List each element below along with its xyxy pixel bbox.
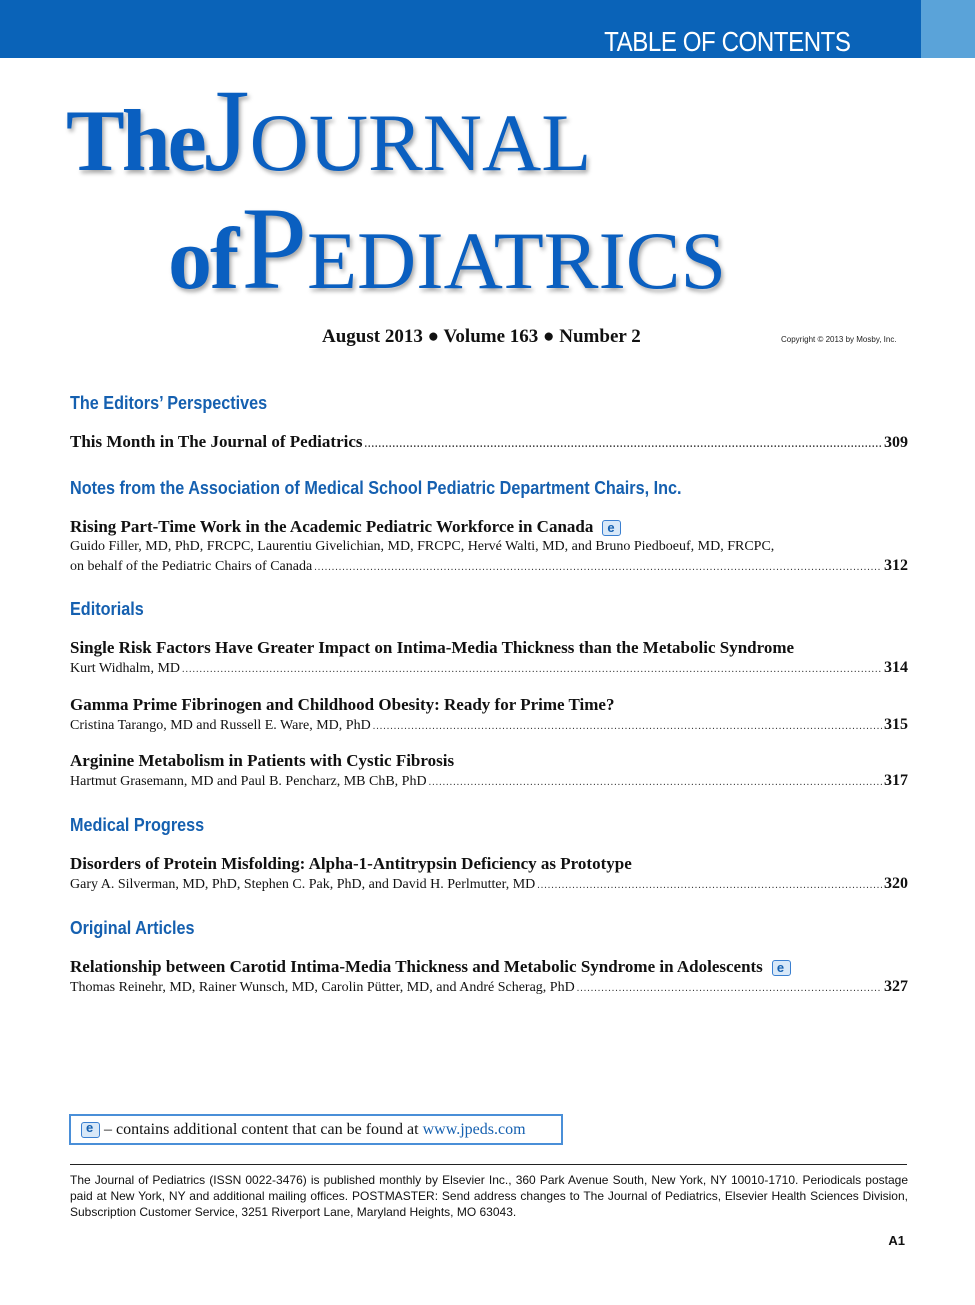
- masthead-of: of: [168, 211, 238, 308]
- section-original-articles: Original Articles: [70, 918, 195, 938]
- legend-text: – contains additional content that can be found at: [104, 1120, 419, 1138]
- leader-dots: [373, 717, 882, 736]
- entry-authors: Guido Filler, MD, PhD, FRCPC, Laurentiu Givelichian, MD, FRCPC, Hervé Walti, MD, and Bruno Piedboeuf, MD, FRCPC,: [70, 539, 775, 554]
- masthead-ediatrics: EDIATRICS: [306, 215, 727, 306]
- page-number: 314: [884, 659, 908, 676]
- jpeds-link[interactable]: www.jpeds.com: [422, 1120, 526, 1138]
- masthead-j: J: [203, 65, 250, 196]
- entry-authors: Cristina Tarango, MD and Russell E. Ware, MD, PhD: [70, 718, 371, 733]
- toc-entry[interactable]: [70, 751, 908, 792]
- entry-title[interactable]: Gamma Prime Fibrinogen and Childhood Obesity: Ready for Prime Time?: [70, 695, 615, 714]
- footer-divider: [70, 1164, 907, 1165]
- entry-authors: Gary A. Silverman, MD, PhD, Stephen C. Pak, PhD, and David H. Perlmutter, MD: [70, 877, 536, 892]
- page-number: 312: [884, 557, 908, 574]
- toc-entry[interactable]: [70, 432, 908, 455]
- entry-authors: Hartmut Grasemann, MD and Paul B. Pencharz, MB ChB, PhD: [70, 774, 427, 789]
- masthead-the: The: [66, 93, 204, 190]
- top-banner-tab: [921, 0, 975, 58]
- section-medical-progress: Medical Progress: [70, 815, 205, 835]
- toc-entry[interactable]: [70, 638, 908, 679]
- toc-entry[interactable]: [70, 517, 908, 577]
- page-number: 327: [884, 978, 908, 995]
- toc-entry[interactable]: [70, 957, 908, 998]
- section-amspdc-notes: Notes from the Association of Medical School Pediatric Department Chairs, Inc.: [70, 478, 682, 498]
- page-number: 315: [884, 716, 908, 733]
- top-banner: [0, 0, 921, 58]
- toc-label: TABLE OF CONTENTS: [604, 26, 851, 57]
- entry-title[interactable]: Disorders of Protein Misfolding: Alpha-1-Antitrypsin Deficiency as Prototype: [70, 854, 632, 873]
- leader-dots: [182, 660, 882, 679]
- page-number: 317: [884, 772, 908, 789]
- page-number: 320: [884, 875, 908, 892]
- entry-authors-cont: on behalf of the Pediatric Chairs of Canada: [70, 559, 313, 574]
- toc-entry[interactable]: [70, 695, 908, 736]
- e-content-icon: [81, 1122, 100, 1138]
- publication-info: The Journal of Pediatrics (ISSN 0022-3476) is published monthly by Elsevier Inc., 360 Park Avenue South, New York, NY 10010-1710. Periodicals postage paid at New York, NY and additional mailing offices. POSTMASTER: Send address changes to The Journal of Pediatrics, Elsevier Health Sciences Division, Subscription Customer Service, 3251 Riverport Lane, Maryland Heights, MO 63043.: [70, 1173, 908, 1219]
- page-id: A1: [888, 1233, 905, 1248]
- section-editorials: Editorials: [70, 599, 144, 619]
- leader-dots: [577, 979, 882, 998]
- issue-info: August 2013 ● Volume 163 ● Number 2: [322, 326, 641, 347]
- masthead-ournal: OURNAL: [249, 97, 592, 188]
- legend-box: [69, 1114, 563, 1145]
- leader-dots: [365, 435, 883, 455]
- entry-title[interactable]: Single Risk Factors Have Greater Impact on Intima-Media Thickness than the Metabolic Syndrome: [70, 638, 795, 657]
- masthead-line-1: [66, 65, 592, 196]
- entry-title[interactable]: Arginine Metabolism in Patients with Cystic Fibrosis: [70, 751, 455, 770]
- page-number: 309: [884, 434, 908, 451]
- masthead-line-2: [168, 183, 727, 314]
- entry-title[interactable]: Rising Part-Time Work in the Academic Pediatric Workforce in Canada: [70, 517, 594, 536]
- entry-authors: Kurt Widhalm, MD: [70, 661, 181, 676]
- leader-dots: [537, 876, 882, 895]
- masthead-p: P: [241, 183, 307, 314]
- e-content-icon: [602, 520, 621, 536]
- entry-authors: Thomas Reinehr, MD, Rainer Wunsch, MD, Carolin Pütter, MD, and André Scherag, PhD: [70, 980, 575, 995]
- toc-entry[interactable]: [70, 854, 908, 895]
- entry-title[interactable]: This Month in The Journal of Pediatrics: [70, 432, 363, 451]
- leader-dots: [429, 773, 882, 792]
- leader-dots: [314, 558, 882, 577]
- e-content-icon: [772, 960, 791, 976]
- section-editors-perspectives: The Editors’ Perspectives: [70, 393, 268, 413]
- copyright: Copyright © 2013 by Mosby, Inc.: [781, 335, 897, 344]
- entry-title[interactable]: Relationship between Carotid Intima-Media Thickness and Metabolic Syndrome in Adolescents: [70, 957, 763, 976]
